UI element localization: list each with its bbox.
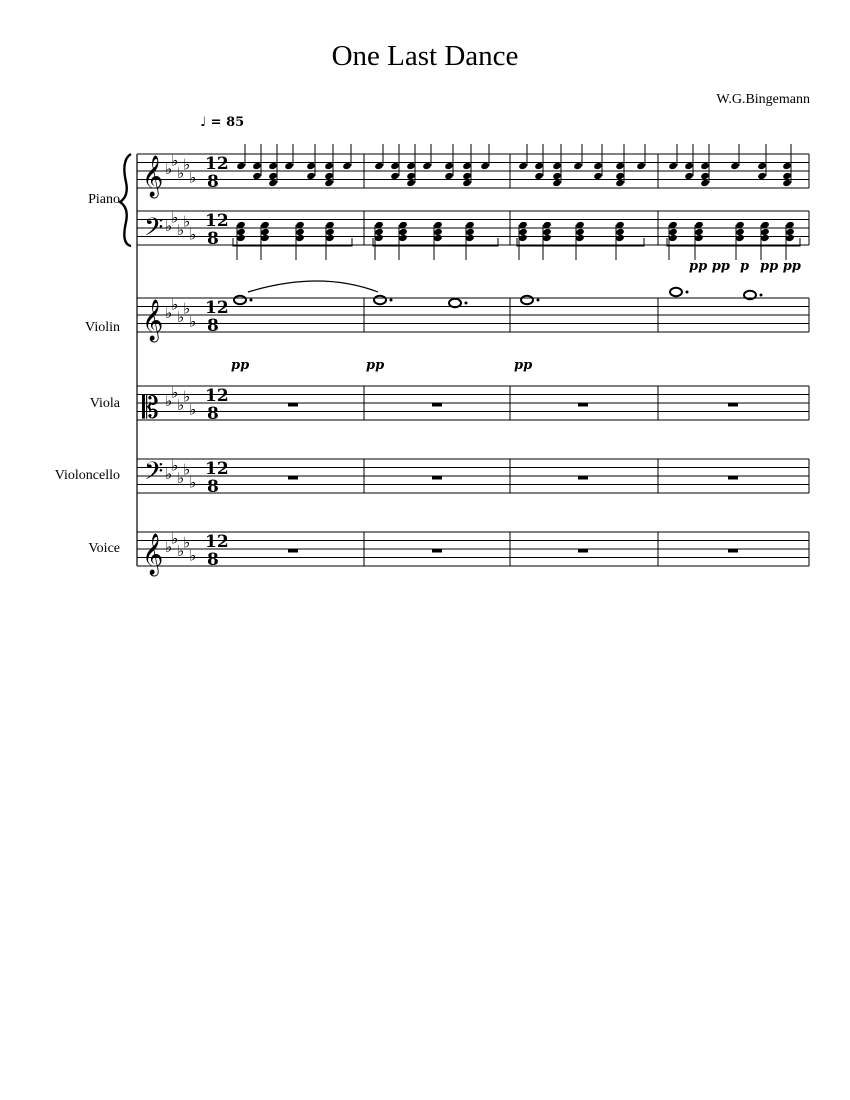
- time-signature-denominator: 8: [207, 550, 219, 570]
- treble-clef: 𝄞: [142, 300, 164, 341]
- piano-right-hand-note: [462, 179, 472, 187]
- instrument-label-viola: Viola: [89, 396, 120, 411]
- piano-right-hand-note: [462, 172, 472, 180]
- piano-right-hand-note: [534, 162, 544, 170]
- flat-sign: ♭: [183, 212, 191, 231]
- whole-rest: [578, 549, 588, 553]
- flat-sign: ♭: [183, 387, 191, 406]
- piano-right-hand-note: [236, 162, 246, 170]
- piano-right-hand-note: [390, 162, 400, 170]
- time-signature-numerator: 12: [205, 459, 229, 479]
- flat-sign: ♭: [165, 159, 173, 178]
- flat-sign: ♭: [177, 469, 185, 487]
- flat-sign: ♭: [165, 216, 173, 235]
- flat-sign: ♭: [177, 164, 185, 182]
- piano-right-hand-note: [534, 172, 544, 180]
- whole-rest: [578, 403, 588, 407]
- flat-sign: ♭: [177, 396, 185, 414]
- piano-right-hand-note: [422, 162, 432, 170]
- piano-right-hand-note: [324, 179, 334, 187]
- piano-left-hand-note: [374, 234, 384, 242]
- flat-sign: ♭: [183, 460, 191, 479]
- whole-rest: [432, 549, 442, 553]
- piano-left-hand-note: [325, 234, 335, 242]
- piano-right-hand-note: [573, 162, 583, 170]
- flat-sign: ♭: [171, 529, 179, 548]
- piano-right-hand-note: [700, 179, 710, 187]
- piano-left-hand-note: [433, 234, 443, 242]
- flat-sign: ♭: [171, 456, 179, 475]
- piano-right-hand-note: [552, 162, 562, 170]
- pedal-dynamic: pp pp: [689, 259, 730, 274]
- piano-right-hand-note: [252, 172, 262, 180]
- piano-brace: [120, 154, 131, 246]
- flat-sign: ♭: [183, 155, 191, 174]
- bass-clef: 𝄢: [144, 213, 164, 248]
- flat-sign: ♭: [189, 400, 197, 419]
- flat-sign: ♭: [165, 464, 173, 483]
- piano-right-hand-note: [684, 162, 694, 170]
- piano-left-hand-note: [398, 234, 408, 242]
- piano-right-hand-note: [552, 179, 562, 187]
- augmentation-dot: [686, 291, 689, 294]
- piano-right-hand-note: [390, 172, 400, 180]
- flat-sign: ♭: [189, 546, 197, 565]
- piano-right-hand-note: [406, 179, 416, 187]
- flat-sign: ♭: [177, 542, 185, 560]
- piano-left-hand-note: [236, 234, 246, 242]
- piano-left-hand-note: [760, 234, 770, 242]
- time-signature-denominator: 8: [207, 477, 219, 497]
- instrument-label-violoncello: Violoncello: [54, 468, 120, 483]
- piano-right-hand-note: [700, 162, 710, 170]
- piano-left-hand-note: [295, 234, 305, 242]
- piano-right-hand-note: [668, 162, 678, 170]
- time-signature-numerator: 12: [205, 154, 229, 174]
- whole-rest: [578, 476, 588, 480]
- time-signature-numerator: 12: [205, 386, 229, 406]
- piano-right-hand-note: [252, 162, 262, 170]
- piano-right-hand-note: [593, 172, 603, 180]
- time-signature-denominator: 8: [207, 172, 219, 192]
- piano-right-hand-note: [444, 172, 454, 180]
- piano-right-hand-note: [268, 172, 278, 180]
- piano-right-hand-note: [268, 162, 278, 170]
- time-signature-numerator: 12: [205, 298, 229, 318]
- instrument-label-violin: Violin: [85, 320, 120, 335]
- violin-note: [449, 299, 461, 307]
- piano-right-hand-note: [284, 162, 294, 170]
- time-signature-denominator: 8: [207, 316, 219, 336]
- flat-sign: ♭: [177, 308, 185, 326]
- piano-left-hand-note: [668, 234, 678, 242]
- bass-clef: 𝄢: [144, 457, 164, 492]
- flat-sign: ♭: [177, 221, 185, 239]
- piano-left-hand-note: [615, 234, 625, 242]
- piano-left-hand-note: [260, 234, 270, 242]
- flat-sign: ♭: [165, 537, 173, 556]
- violin-note: [234, 296, 246, 304]
- piano-right-hand-note: [268, 179, 278, 187]
- piano-right-hand-note: [757, 162, 767, 170]
- time-signature-denominator: 8: [207, 404, 219, 424]
- time-signature-numerator: 12: [205, 211, 229, 231]
- augmentation-dot: [465, 302, 468, 305]
- composer: W.G.Bingemann: [716, 92, 810, 107]
- whole-rest: [288, 476, 298, 480]
- flat-sign: ♭: [171, 383, 179, 402]
- piano-left-hand-note: [575, 234, 585, 242]
- augmentation-dot: [537, 299, 540, 302]
- piano-right-hand-note: [306, 162, 316, 170]
- whole-rest: [432, 476, 442, 480]
- piano-right-hand-note: [730, 162, 740, 170]
- score-title: One Last Dance: [331, 40, 519, 72]
- piano-right-hand-note: [406, 172, 416, 180]
- treble-clef: 𝄞: [142, 156, 164, 197]
- piano-right-hand-note: [757, 172, 767, 180]
- flat-sign: ♭: [165, 391, 173, 410]
- alto-clef: 𝄡: [142, 391, 159, 426]
- augmentation-dot: [250, 299, 253, 302]
- piano-right-hand-note: [342, 162, 352, 170]
- piano-right-hand-note: [444, 162, 454, 170]
- violin-note: [374, 296, 386, 304]
- piano-right-hand-note: [593, 162, 603, 170]
- violin-dynamic: pp: [514, 358, 533, 373]
- whole-rest: [288, 549, 298, 553]
- piano-right-hand-note: [406, 162, 416, 170]
- violin-dynamic: pp: [231, 358, 250, 373]
- piano-left-hand-note: [518, 234, 528, 242]
- piano-right-hand-note: [684, 172, 694, 180]
- flat-sign: ♭: [189, 168, 197, 187]
- whole-rest: [728, 403, 738, 407]
- piano-right-hand-note: [782, 172, 792, 180]
- flat-sign: ♭: [189, 225, 197, 244]
- violin-note: [521, 296, 533, 304]
- pedal-dynamic: pp pp: [760, 259, 801, 274]
- instrument-label-piano: Piano: [88, 192, 120, 207]
- tie: [248, 281, 378, 292]
- piano-right-hand-note: [306, 172, 316, 180]
- flat-sign: ♭: [171, 151, 179, 170]
- pedal-dynamic: p: [740, 259, 750, 274]
- piano-left-hand-note: [465, 234, 475, 242]
- piano-right-hand-note: [552, 172, 562, 180]
- piano-right-hand-note: [462, 162, 472, 170]
- piano-left-hand-note: [542, 234, 552, 242]
- piano-right-hand-note: [636, 162, 646, 170]
- piano-right-hand-note: [615, 162, 625, 170]
- piano-right-hand-note: [615, 179, 625, 187]
- piano-right-hand-note: [324, 162, 334, 170]
- whole-rest: [288, 403, 298, 407]
- violin-dynamic: pp: [366, 358, 385, 373]
- flat-sign: ♭: [189, 312, 197, 331]
- time-signature-denominator: 8: [207, 229, 219, 249]
- augmentation-dot: [760, 294, 763, 297]
- piano-left-hand-note: [694, 234, 704, 242]
- piano-left-hand-note: [785, 234, 795, 242]
- time-signature-numerator: 12: [205, 532, 229, 552]
- whole-rest: [728, 549, 738, 553]
- flat-sign: ♭: [171, 208, 179, 227]
- piano-right-hand-note: [615, 172, 625, 180]
- flat-sign: ♭: [183, 533, 191, 552]
- flat-sign: ♭: [165, 303, 173, 322]
- piano-right-hand-note: [324, 172, 334, 180]
- piano-right-hand-note: [480, 162, 490, 170]
- piano-right-hand-note: [782, 162, 792, 170]
- violin-note: [670, 288, 682, 296]
- tempo-marking: ♩ = 85: [200, 115, 245, 130]
- piano-left-hand-note: [735, 234, 745, 242]
- piano-right-hand-note: [700, 172, 710, 180]
- piano-right-hand-note: [374, 162, 384, 170]
- flat-sign: ♭: [183, 299, 191, 318]
- piano-right-hand-note: [518, 162, 528, 170]
- flat-sign: ♭: [189, 473, 197, 492]
- augmentation-dot: [390, 299, 393, 302]
- whole-rest: [728, 476, 738, 480]
- instrument-label-voice: Voice: [88, 541, 120, 556]
- flat-sign: ♭: [171, 295, 179, 314]
- whole-rest: [432, 403, 442, 407]
- treble-clef: 𝄞: [142, 534, 164, 575]
- piano-right-hand-note: [782, 179, 792, 187]
